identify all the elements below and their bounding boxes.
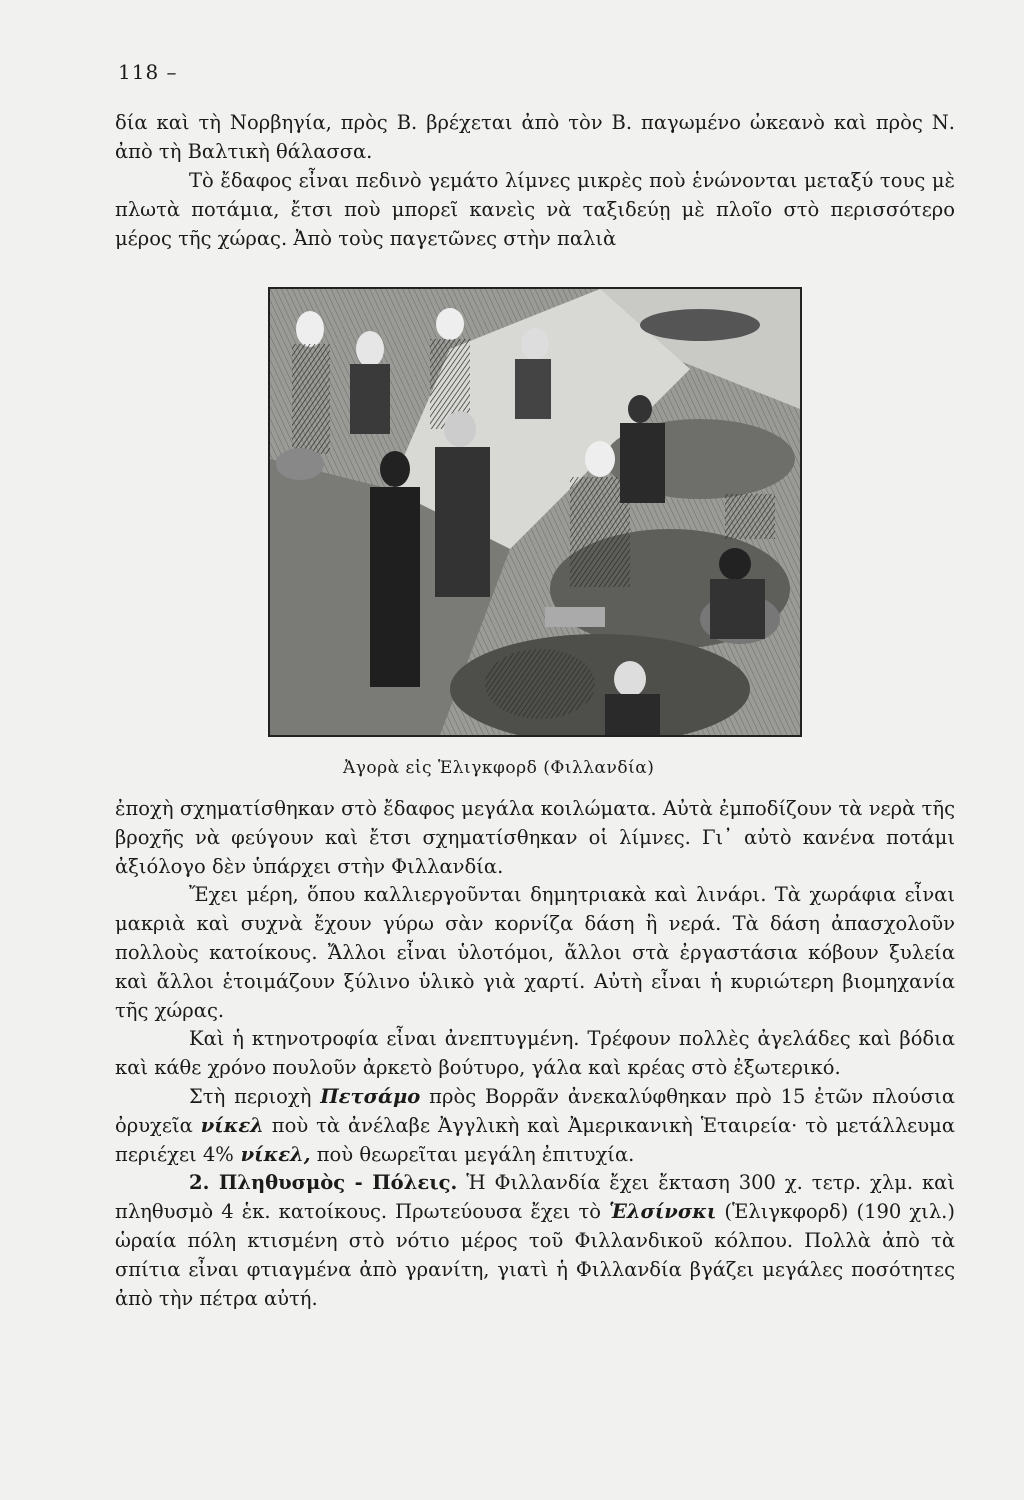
nickel-term: νίκελ, [233,1142,311,1166]
bottom-text-block [115,795,955,1313]
text-run: Ἡ Φιλλανδία ἔχει ἔκταση 300 χ. τετρ. χλμ. καὶ πληθυσμὸ 4 ἑκ. κατοίκους. Πρωτεύουσα ἔχει τὸ [115,1171,955,1224]
figure-caption: Ἀγορὰ εἰς Ἑλιγκφορδ (Φιλλανδία) [343,758,655,778]
paragraph [115,1083,955,1169]
capital-name: Ἑλσίνσκι [609,1200,717,1224]
market-illustration [268,287,802,737]
paragraph: Τὸ ἔδαφος εἶναι πεδινὸ γεμάτο λίμνες μικρὲς ποὺ ἑνώνονται μεταξύ τους μὲ πλωτὰ ποτάμια, ἔτσι ποὺ μπορεῖ κανεὶς νὰ ταξιδεύῃ μὲ πλοῖο στὸ περισσότερο μέρος τῆς χώρας. Ἀπὸ τοὺς παγετῶνες στὴν παλιὰ [115,169,955,250]
place-name: Πετσάμο [320,1084,421,1108]
paragraph: Καὶ ἡ κτηνοτροφία εἶναι ἀνεπτυγμένη. Τρέφουν πολλὲς ἀγελάδες καὶ βόδια καὶ κάθε χρόνο πουλοῦν ἀρκετὸ βούτυρο, γάλα καὶ κρέας στὸ ἐξωτερικό. [115,1027,955,1080]
text-run: Στὴ περιοχὴ [189,1084,321,1108]
nickel-term: νίκελ [200,1113,264,1137]
text-run: ποὺ θεωρεῖται μεγάλη ἐπιτυχία. [310,1142,635,1166]
paragraph [115,1169,955,1313]
paragraph: δία καὶ τὴ Νορβηγία, πρὸς Β. βρέχεται ἀπὸ τὸν Β. παγωμένο ὠκεανὸ καὶ πρὸς Ν. ἀπὸ τὴ Βαλτικὴ θάλασσα. [115,111,955,163]
text-run: ποὺ τὰ ἀνέλαβε Ἀγγλικὴ καὶ Ἀμερικανικὴ Ἑταιρεία· τὸ μετάλλευμα περιέχει 4% [115,1113,955,1166]
page-number: 118 – [118,60,178,84]
text-run: πρὸς Βορρᾶν ἀνεκαλύφθηκαν πρὸ 15 ἐτῶν πλούσια ὀρυχεῖα [115,1084,955,1137]
market-scene-image [270,289,800,735]
paragraph: Ἔχει μέρη, ὅπου καλλιεργοῦνται δημητριακὰ καὶ λινάρι. Τὰ χωράφια εἶναι μακριὰ καὶ συχνὰ ἔχουν γύρω σὰν κορνίζα δάση ἢ νερά. Τὰ δάση ἀπασχολοῦν πολλοὺς κατοίκους. Ἄλλοι εἶναι ὑλοτόμοι, ἄλλοι στὰ ἐργαστάσια κόβουν ξυλεία καὶ ἄλλοι ἑτοιμάζουν ξύλινο ὑλικὸ γιὰ χαρτί. Αὐτὴ εἶναι ἡ κυριώτερη βιομηχανία τῆς χώρας. [115,883,955,1022]
text-run: (Ἑλιγκφορδ) (190 χιλ.) ὡραία πόλη κτισμένη στὸ νότιο μέρος τοῦ Φιλλανδικοῦ κόλπου. Πολλὰ ἀπὸ τὰ σπίτια εἶναι φτιαγμένα ἀπὸ γρανίτη, γιατὶ ἡ Φιλλανδία βγάζει μεγάλες ποσότητες ἀπὸ τὴν πέτρα αὐτή. [115,1200,955,1310]
paragraph: ἐποχὴ σχηματίσθηκαν στὸ ἔδαφος μεγάλα κοιλώματα. Αὐτὰ ἐμποδίζουν τὰ νερὰ τῆς βροχῆς νὰ φεύγουν καὶ ἔτσι σχηματίσθηκαν οἱ λίμνες. Γι᾽ αὐτὸ κανένα ποτάμι ἀξιόλογο δὲν ὑπάρχει στὴν Φιλλανδία. [115,797,955,878]
section-heading: 2. Πληθυσμὸς - Πόλεις. [189,1171,458,1195]
top-text-block [115,108,955,253]
